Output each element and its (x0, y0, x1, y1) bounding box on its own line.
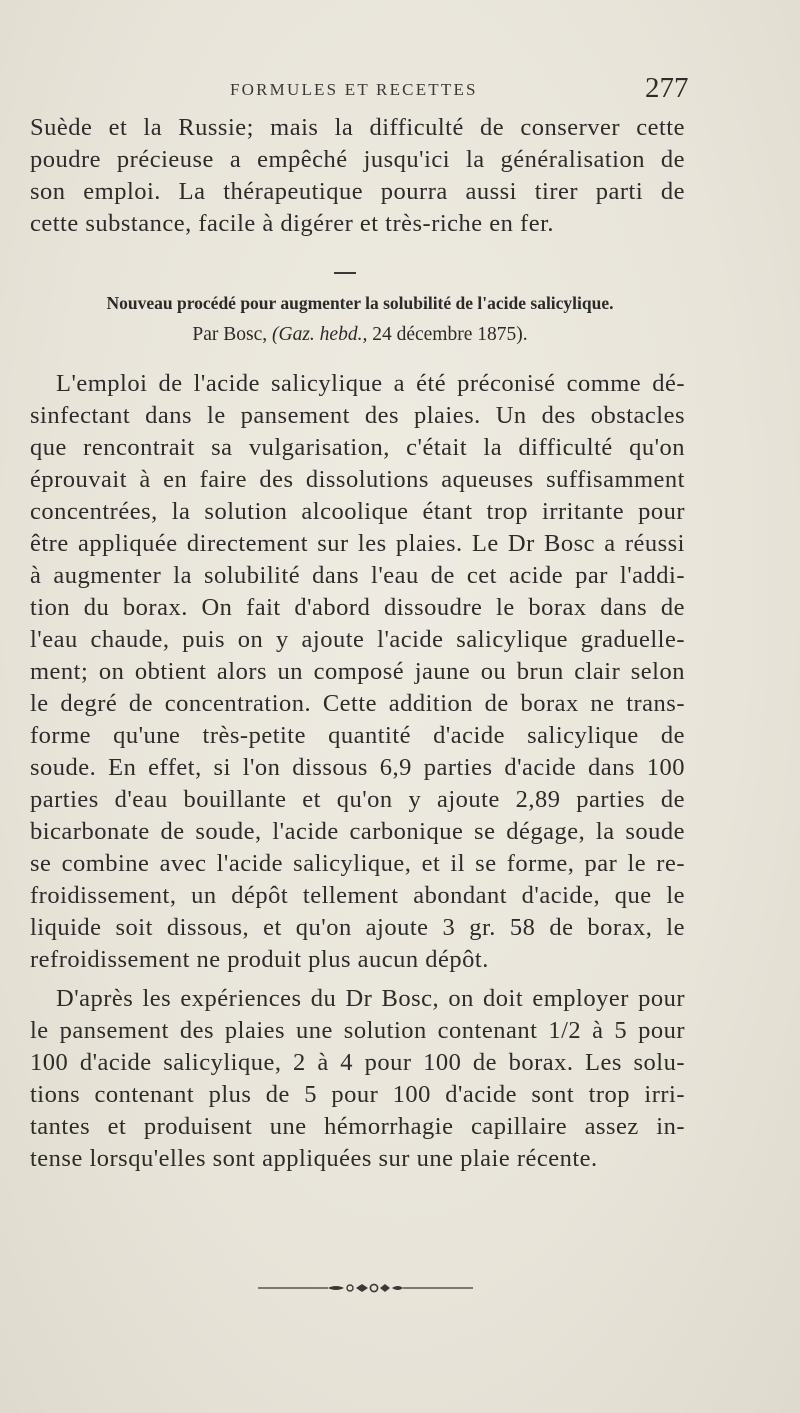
text-line: liquide soit dissous, et qu'on ajoute 3 gr. 58 de borax, le (30, 914, 685, 941)
text-line: Suède et la Russie; mais la difficulté de conserver cette (30, 114, 685, 141)
paragraph-2 (30, 983, 685, 1175)
text-line: l'eau chaude, puis on y ajoute l'acide salicylique graduelle- (30, 626, 685, 653)
text-line: poudre précieuse a empêché jusqu'ici la généralisation de (30, 146, 685, 173)
running-head (30, 80, 685, 104)
text-line: tions contenant plus de 5 pour 100 d'acide sont trop irri- (30, 1081, 685, 1108)
byline-source: (Gaz. hebd., (272, 324, 368, 345)
text-line: 100 d'acide salicylique, 2 à 4 pour 100 de borax. Les solu- (30, 1049, 685, 1076)
article-title: Nouveau procédé pour augmenter la solubilité de l'acide salicylique. (106, 293, 614, 313)
text-line: parties d'eau bouillante et qu'on y ajoute 2,89 parties de (30, 786, 685, 813)
article-byline (30, 320, 690, 350)
byline-date: 24 décembre 1875). (372, 324, 528, 345)
text-line: son emploi. La thérapeutique pourra aussi tirer parti de (30, 178, 685, 205)
section-separator (334, 272, 356, 274)
text-line: tense lorsqu'elles sont appliquées sur une plaie récente. (30, 1145, 598, 1172)
text-line: soude. En effet, si l'on dissous 6,9 parties d'acide dans 100 (30, 754, 685, 781)
text-line: cette substance, facile à digérer et très-riche en fer. (30, 210, 555, 237)
text-line: que rencontrait sa vulgarisation, c'était la difficulté qu'on (30, 434, 685, 461)
fleuron-rule-icon (258, 1282, 473, 1294)
text-line: être appliquée directement sur les plaies. Le Dr Bosc a réussi (30, 530, 685, 557)
page-number: 277 (645, 72, 689, 104)
text-line: le pansement des plaies une solution contenant 1/2 à 5 pour (30, 1017, 685, 1044)
text-line: le degré de concentration. Cette addition de borax ne trans- (30, 690, 685, 717)
text-line: forme qu'une très-petite quantité d'acide salicylique de (30, 722, 685, 749)
text-line: tantes et produisent une hémorrhagie capillaire assez in- (30, 1113, 685, 1140)
text-line: tion du borax. On fait d'abord dissoudre le borax dans de (30, 594, 685, 621)
running-title: FORMULES ET RECETTES (230, 80, 478, 99)
text-line: sinfectant dans le pansement des plaies. Un des obstacles (30, 402, 685, 429)
text-line: bicarbonate de soude, l'acide carbonique se dégage, la soude (30, 818, 685, 845)
text-line: ment; on obtient alors un composé jaune ou brun clair selon (30, 658, 685, 685)
text-line: refroidissement ne produit plus aucun dépôt. (30, 946, 489, 973)
text-line: concentrées, la solution alcoolique étant trop irritante pour (30, 498, 685, 525)
text-line: se combine avec l'acide salicylique, et il se forme, par le re- (30, 850, 685, 877)
text-line: L'emploi de l'acide salicylique a été préconisé comme dé- (56, 370, 685, 397)
intro-paragraph (30, 112, 685, 240)
paragraph-1 (30, 368, 685, 976)
byline-author: Par Bosc, (192, 324, 268, 345)
text-line: D'après les expériences du Dr Bosc, on doit employer pour (56, 985, 685, 1012)
text-line: éprouvait à en faire des dissolutions aqueuses suffisamment (30, 466, 685, 493)
text-line: à augmenter la solubilité dans l'eau de cet acide par l'addi- (30, 562, 685, 589)
text-line: froidissement, un dépôt tellement abondant d'acide, que le (30, 882, 685, 909)
